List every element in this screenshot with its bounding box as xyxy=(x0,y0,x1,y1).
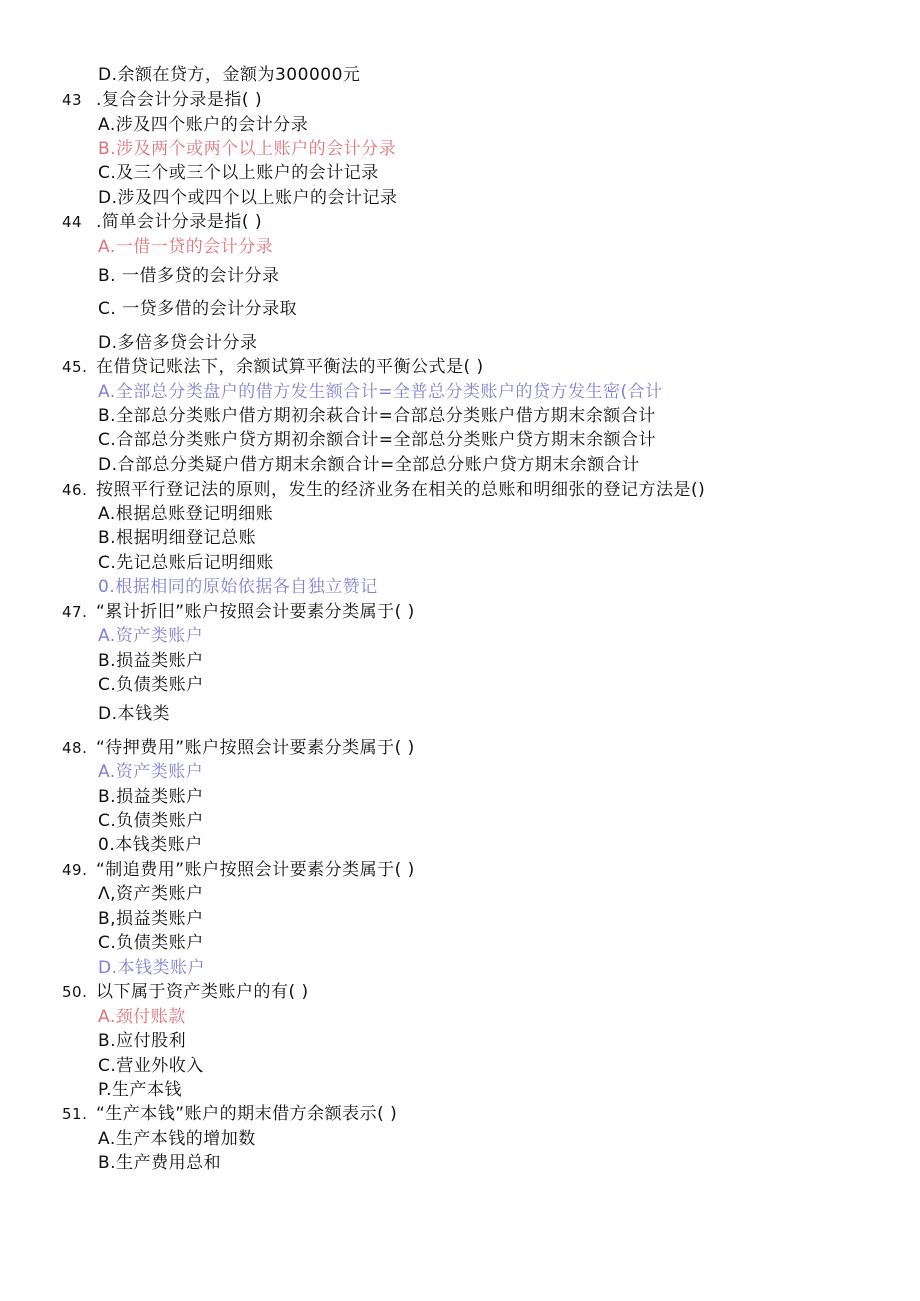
option-text: B. 一借多贷的会计分录 xyxy=(98,266,280,286)
option-line xyxy=(98,503,273,525)
option-line xyxy=(98,650,204,672)
option-line-answer xyxy=(98,576,378,598)
question-number: 48. xyxy=(62,739,88,757)
option-text: 0.本钱类账户 xyxy=(98,835,203,855)
option-line-answer xyxy=(98,236,273,258)
option-line xyxy=(98,187,398,209)
option-line xyxy=(98,405,656,427)
option-text: A.一借一贷的会计分录 xyxy=(98,237,274,257)
option-line-answer xyxy=(98,625,203,647)
option-text: A.根据总账登记明细账 xyxy=(98,504,274,524)
option-line xyxy=(98,1079,182,1101)
option-line xyxy=(98,1152,221,1174)
option-text: C.合部总分类账户贷方期初余额合计=全部总分类账户贷方期末余额合计 xyxy=(98,430,657,450)
option-line xyxy=(98,674,204,696)
option-line xyxy=(98,786,204,808)
option-text: C.负债类账户 xyxy=(98,675,204,695)
option-line-answer xyxy=(98,381,663,403)
option-line xyxy=(98,1055,204,1077)
option-text: 0.根据相同的原始依据各自独立赞记 xyxy=(98,577,378,597)
option-text: B.损益类账户 xyxy=(98,651,204,671)
question-text: “累计折旧”账户按照会计要素分类属于( ) xyxy=(96,602,415,622)
option-text: B.生产费用总和 xyxy=(98,1153,222,1173)
option-text: A.生产本钱的增加数 xyxy=(98,1129,256,1149)
question-text: 在借贷记账法下，余额试算平衡法的平衡公式是( ) xyxy=(96,357,484,377)
option-line xyxy=(98,162,379,184)
option-line xyxy=(98,64,360,86)
option-text: D.余额在贷方，金额为300000元 xyxy=(98,65,361,85)
option-text: A.颈付账款 xyxy=(98,1007,186,1027)
option-text: D.合部总分类疑户借方期末余额合计=全部总分账户贷方期末余额合计 xyxy=(98,455,640,475)
option-line-answer xyxy=(98,1006,186,1028)
option-text: Λ,资产类账户 xyxy=(98,884,204,904)
option-text: B.全部总分类账户借方期初余萩合计=合部总分类账户借方期末余额合计 xyxy=(98,406,656,426)
option-line xyxy=(98,932,204,954)
option-line xyxy=(98,703,170,725)
question-number: 45. xyxy=(62,358,88,376)
option-text: D.本钱类 xyxy=(98,704,170,724)
option-line xyxy=(98,114,308,136)
option-text: C.负债类账户 xyxy=(98,811,204,831)
option-line-answer xyxy=(98,761,203,783)
question-number: 46. xyxy=(62,481,88,499)
option-line xyxy=(98,834,203,856)
question-text: 以下属于资产类账户的有( ) xyxy=(96,982,309,1002)
option-text: D.涉及四个或四个以上账户的会计记录 xyxy=(98,188,398,208)
option-text: D.本钱类账户 xyxy=(98,958,205,978)
question-number: 47. xyxy=(62,603,88,621)
option-line xyxy=(98,908,204,930)
option-text: B,损益类账户 xyxy=(98,909,204,929)
option-text: B.根据明细登记总账 xyxy=(98,528,257,548)
option-line-answer xyxy=(98,957,205,979)
option-text: C.及三个或三个以上账户的会计记录 xyxy=(98,163,379,183)
question-text: .简单会计分录是指( ) xyxy=(96,212,263,232)
option-line xyxy=(98,1128,256,1150)
option-text: C. 一贷多借的会计分录取 xyxy=(98,299,298,319)
question-text: 按照平行登记法的原则，发生的经济业务在相关的总账和明细张的登记方法是() xyxy=(96,480,706,500)
option-text: A.资产类账户 xyxy=(98,626,204,646)
question-number: 49. xyxy=(62,861,88,879)
question-text: “生产本钱”账户的期末借方余额表示( ) xyxy=(96,1104,398,1124)
option-text: B.涉及两个或两个以上账户的会计分录 xyxy=(98,139,397,159)
option-line xyxy=(98,332,258,354)
question-number: 50. xyxy=(62,983,88,1001)
option-line xyxy=(98,1030,186,1052)
option-text: C.先记总账后记明细账 xyxy=(98,553,274,573)
option-line xyxy=(98,552,274,574)
question-text: “制追费用”账户按照会计要素分类属于( ) xyxy=(96,860,415,880)
option-line xyxy=(98,429,656,451)
option-line xyxy=(98,527,256,549)
question-number: 44 xyxy=(62,213,83,231)
option-line xyxy=(98,265,279,287)
option-line xyxy=(98,883,204,905)
option-text: A.资产类账户 xyxy=(98,762,204,782)
question-text: “待押费用”账户按照会计要素分类属于( ) xyxy=(96,738,415,758)
option-line xyxy=(98,298,297,320)
question-text: .复合会计分录是指( ) xyxy=(96,90,263,110)
option-line xyxy=(98,810,204,832)
option-text: C.负债类账户 xyxy=(98,933,204,953)
option-text: D.多倍多贷会计分录 xyxy=(98,333,258,353)
option-text: B.损益类账户 xyxy=(98,787,204,807)
option-line xyxy=(98,454,640,476)
option-text: B.应付股利 xyxy=(98,1031,187,1051)
option-text: A.涉及四个账户的会计分录 xyxy=(98,115,309,135)
option-text: P.生产本钱 xyxy=(98,1080,183,1100)
option-text: C.营业外收入 xyxy=(98,1056,204,1076)
question-number: 43 xyxy=(62,91,83,109)
option-line-answer xyxy=(98,138,396,160)
option-text: A.全部总分类盘户的借方发生额合计=全普总分类账户的贷方发生密(合计 xyxy=(98,382,663,402)
question-number: 51. xyxy=(62,1105,88,1123)
